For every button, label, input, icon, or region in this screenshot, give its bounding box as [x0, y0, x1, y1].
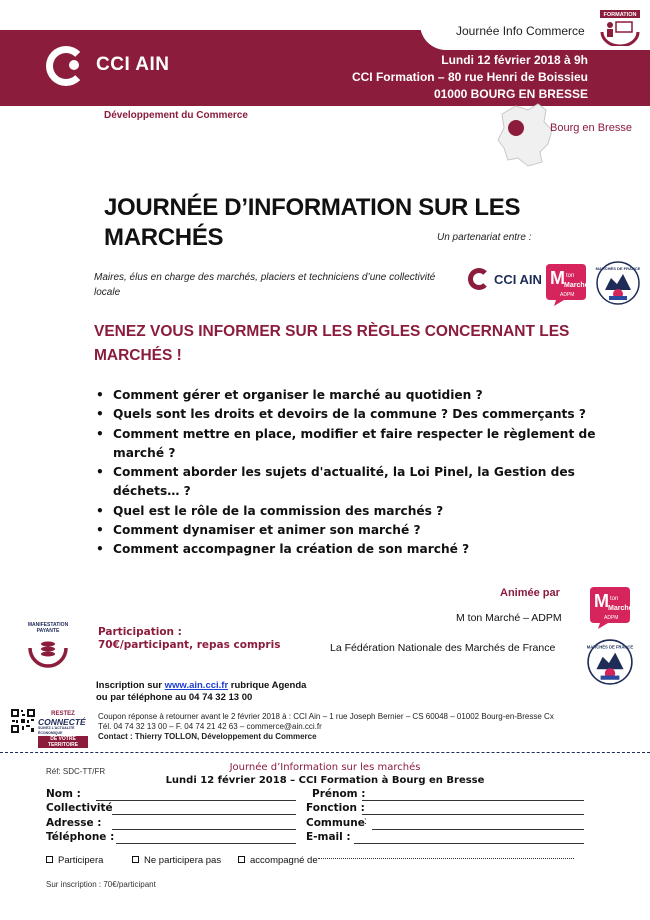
event-city: 01000 BOURG EN BRESSE	[433, 87, 588, 101]
qr-code-icon	[10, 708, 36, 734]
connect-line3: SUIVEZ L'ACTUALITÉ ÉCONOMIQUE	[38, 726, 75, 735]
cci-logo-dot	[69, 60, 79, 70]
list-item: • Comment mettre en place, modifier et faire respecter le règlement de marché ?	[96, 425, 596, 464]
list-item: • Comment gérer et organiser le marché au quotidien ?	[96, 386, 596, 405]
participation-label: Participation :	[98, 626, 182, 638]
email-field[interactable]	[354, 843, 584, 844]
participation-price: 70€/participant, repas compris	[98, 639, 281, 651]
coupon-address: Coupon réponse à retourner avant le 2 février 2018 à : CCI Ain – 1 rue Joseph Bernier – CS 60048 – 01002 Bourg-en-Bresse Cx	[98, 712, 554, 721]
partner-cci-name: CCI AIN	[494, 272, 542, 287]
prenom-label: Prénom :	[312, 788, 366, 800]
animator-federation: La Fédération Nationale des Marchés de France	[330, 642, 556, 654]
commune-field[interactable]	[372, 829, 584, 830]
collectivite-field[interactable]	[112, 814, 296, 815]
accompagne-checkbox[interactable]	[238, 856, 245, 863]
animated-by-label: Animée par	[500, 587, 560, 599]
collectivite-label: Collectivité	[46, 802, 113, 814]
paid-event-badge-icon	[22, 622, 74, 674]
telephone-field[interactable]	[116, 843, 296, 844]
mton-adpm: ADPM	[604, 615, 619, 621]
map-city-label: Bourg en Bresse	[550, 122, 632, 134]
list-item: • Quel est le rôle de la commission des marchés ?	[96, 502, 596, 521]
connect-line1: RESTEZ	[51, 711, 75, 717]
nom-field[interactable]	[96, 800, 296, 801]
mton-m: M	[594, 591, 609, 611]
ne-participera-pas-checkbox[interactable]	[132, 856, 139, 863]
adresse-label: Adresse :	[46, 817, 102, 829]
event-venue: CCI Formation – 80 rue Henri de Boissieu	[351, 70, 588, 84]
paid-badge-line1: MANIFESTATION	[27, 622, 69, 628]
animator-mton: M ton Marché – ADPM	[456, 612, 562, 624]
participation-info	[98, 626, 298, 652]
ain-map-icon	[494, 100, 564, 170]
mton-marche: Marché	[564, 282, 589, 289]
coupon-instructions	[98, 712, 568, 742]
page-title: JOURNÉE D’INFORMATION SUR LES MARCHÉS	[104, 194, 521, 251]
cci-logo-icon	[46, 46, 86, 86]
accompagne-field[interactable]	[318, 858, 574, 859]
formation-badge-icon	[594, 10, 644, 46]
section-subtitle: VENEZ VOUS INFORMER SUR LES RÈGLES CONCERNANT LES MARCHÉS !	[94, 323, 570, 364]
stay-connected-badge	[38, 710, 88, 748]
mton-marche-logo-icon	[542, 262, 590, 308]
participera-checkbox[interactable]	[46, 856, 53, 863]
form-title-line1: Journée d’Information sur les marchés	[229, 762, 421, 773]
option-participera-label: Participera	[58, 855, 104, 866]
prenom-field[interactable]	[362, 800, 584, 801]
inscription-phone: ou par téléphone au 04 74 32 13 00	[96, 692, 253, 703]
adresse-field[interactable]	[112, 829, 296, 830]
option-participera[interactable]	[46, 855, 103, 866]
list-item: • Comment aborder les sujets d'actualité, la Loi Pinel, la Gestion des déchets… ?	[96, 463, 596, 502]
mton-marche-logo-icon	[586, 585, 634, 631]
list-item: • Comment dynamiser et animer son marché ?	[96, 521, 596, 540]
formation-badge-label: FORMATION	[603, 12, 637, 19]
telephone-label: Téléphone :	[46, 831, 115, 843]
cut-line	[0, 752, 650, 753]
inscription-suffix: rubrique Agenda	[228, 680, 307, 691]
fonction-field[interactable]	[362, 814, 584, 815]
mton-adpm: ADPM	[560, 292, 575, 298]
audience-text: Maires, élus en charge des marchés, placiers et techniciens d’une collectivité locale	[94, 272, 436, 298]
option-ne-participera-pas[interactable]	[132, 855, 221, 866]
mton-ton: ton	[566, 273, 575, 279]
form-title	[0, 761, 650, 787]
marches-de-france-logo-icon	[595, 260, 641, 306]
reference-code: Réf: SDC-TT/FR	[46, 767, 106, 776]
nom-label: Nom :	[46, 788, 81, 800]
mton-ton: ton	[610, 596, 619, 602]
coupon-phone: Tél. 04 74 32 13 00 – F. 04 74 21 42 63 – commerce@ain.cci.fr	[98, 722, 322, 731]
questions-list	[96, 386, 596, 560]
event-type: Journée Info Commerce	[456, 24, 585, 38]
option-accompagne[interactable]	[238, 855, 318, 866]
email-label: E-mail :	[306, 831, 351, 843]
inscription-info	[96, 680, 396, 704]
commune-colon: :	[364, 816, 367, 827]
connect-line2: CONNECTÉ	[38, 717, 86, 727]
partner-label: Un partenariat entre :	[437, 232, 532, 243]
mton-m: M	[550, 268, 565, 288]
registration-link[interactable]: www.ain.cci.fr	[164, 680, 229, 691]
list-item: • Quels sont les droits et devoirs de la commune ? Des commerçants ?	[96, 405, 596, 424]
inscription-prefix: Inscription sur	[96, 680, 165, 691]
form-footer-note: Sur inscription : 70€/participant	[46, 880, 156, 889]
mton-marche: Marché	[608, 605, 633, 612]
list-item: • Comment accompagner la création de son marché ?	[96, 540, 596, 559]
option-accompagne-label: accompagné de	[250, 855, 318, 866]
commune-label: Commune	[306, 817, 365, 829]
fed-label: MARCHÉS DE FRANCE	[586, 644, 634, 650]
coupon-contact: Contact : Thierry TOLLON, Développement du Commerce	[98, 732, 317, 741]
fonction-label: Fonction :	[306, 802, 365, 814]
option-ne-participera-pas-label: Ne participera pas	[144, 855, 222, 866]
paid-badge-line2: PAYANTE	[36, 628, 60, 634]
form-title-line2: Lundi 12 février 2018 – CCI Formation à Bourg en Bresse	[165, 775, 485, 786]
department-label: Développement du Commerce	[104, 110, 248, 121]
event-date: Lundi 12 février 2018 à 9h	[441, 53, 588, 67]
partner-cci-logo-icon	[468, 268, 490, 290]
fed-label: MARCHÉS DE FRANCE	[595, 266, 641, 271]
marches-de-france-logo-icon	[586, 638, 634, 686]
connect-line4: DE VOTRE TERRITOIRE	[38, 736, 88, 748]
org-name: CCI AIN	[96, 54, 170, 75]
